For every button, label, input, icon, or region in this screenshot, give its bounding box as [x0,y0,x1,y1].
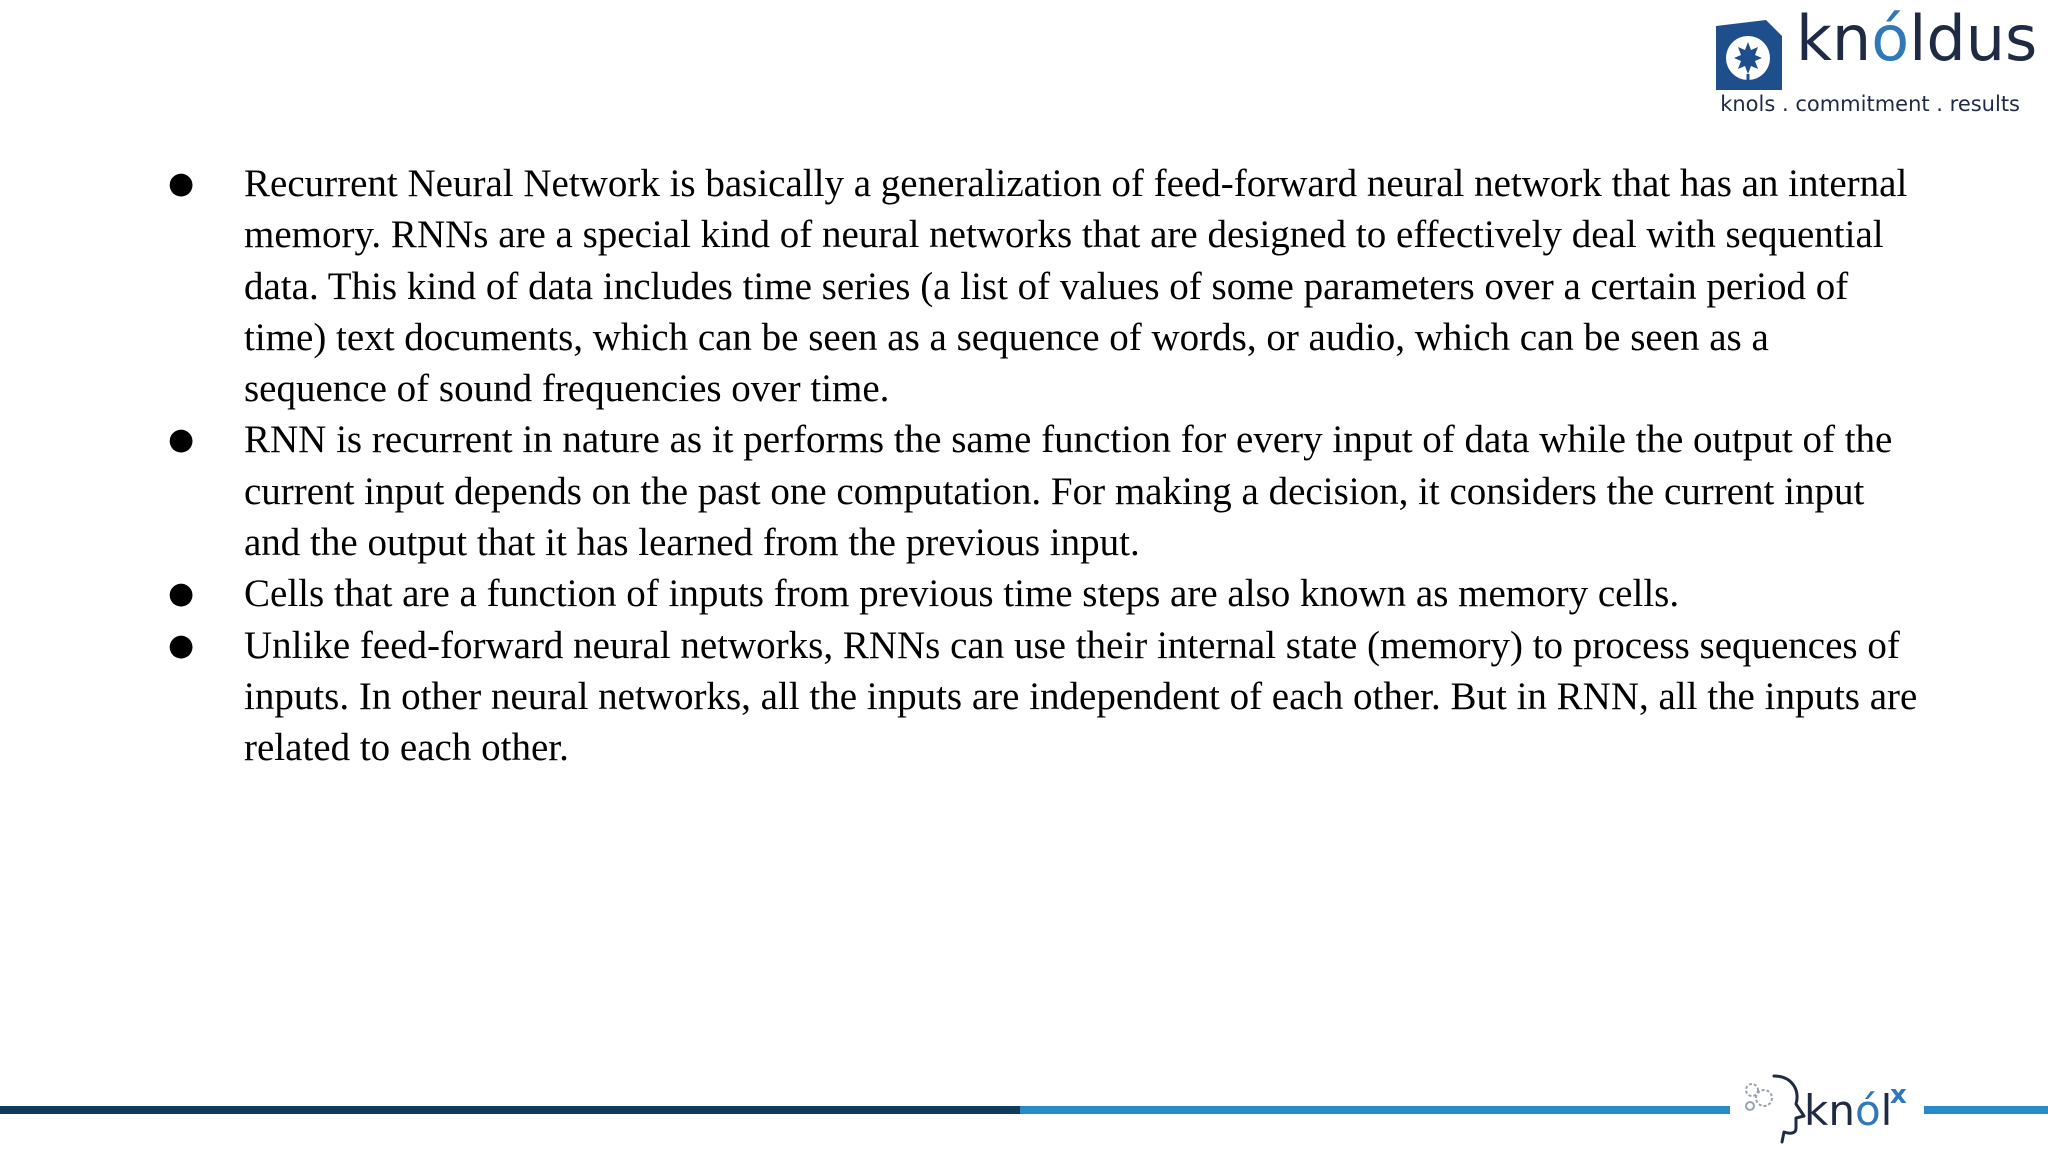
bullet-item [160,158,1920,414]
slide-body [160,158,1920,774]
bullet-text: Unlike feed-forward neural networks, RNNs can use their internal state (memory) to process sequences of inputs. In other neural networks, all the inputs are independent of each other. But in RNN, all the inputs are related to each other. [244,623,1918,770]
bullet-icon: ● [168,627,195,663]
bullet-item [160,620,1920,774]
bullet-text: Cells that are a function of inputs from previous time steps are also known as memory cells. [244,572,1680,616]
footer-bar-light-end [1924,1106,2048,1114]
head-gears-icon [1738,1068,1808,1144]
bullet-icon: ● [168,422,195,458]
knolx-word-suffix: l [1880,1086,1893,1135]
footer-bar-dark [0,1106,1020,1114]
bullet-icon: ● [168,576,195,612]
brand-tagline: knols . commitment . results [1720,92,2020,116]
knolx-word-accent: ó [1854,1086,1881,1135]
knolx-logo [1730,1052,1924,1152]
bullet-text: Recurrent Neural Network is basically a generalization of feed-forward neural network that has an internal memory. RNNs are a special kind of neural networks that are designed to effectively deal with sequential data. This kind of data includes time series (a list of values of some parameters over a certain period of time) text documents, which can be seen as a sequence of words, or audio, which can be seen as a sequence of sound frequencies over time. [244,162,1908,411]
brand-name-suffix: ldus [1909,2,2038,75]
knolx-wordmark [1804,1086,1893,1135]
bullet-list [160,158,1920,774]
knolx-superscript: x [1890,1080,1907,1110]
knolx-word-prefix: kn [1804,1086,1855,1135]
bullet-text: RNN is recurrent in nature as it performs the same function for every input of data while the output of the current input depends on the past one computation. For making a decision, it considers the current input and the output that it has learned from the previous input. [244,418,1893,565]
brand-name-accent: ó [1871,2,1910,75]
brand-wordmark [1796,2,2038,75]
brand-name-prefix: kn [1796,2,1872,75]
bullet-item [160,568,1920,619]
footer-bar-light [1020,1106,1730,1114]
knoldus-logo [1708,2,2038,118]
knoldus-maple-leaf-icon [1708,18,1784,92]
bullet-item [160,414,1920,568]
bullet-icon: ● [168,166,195,201]
